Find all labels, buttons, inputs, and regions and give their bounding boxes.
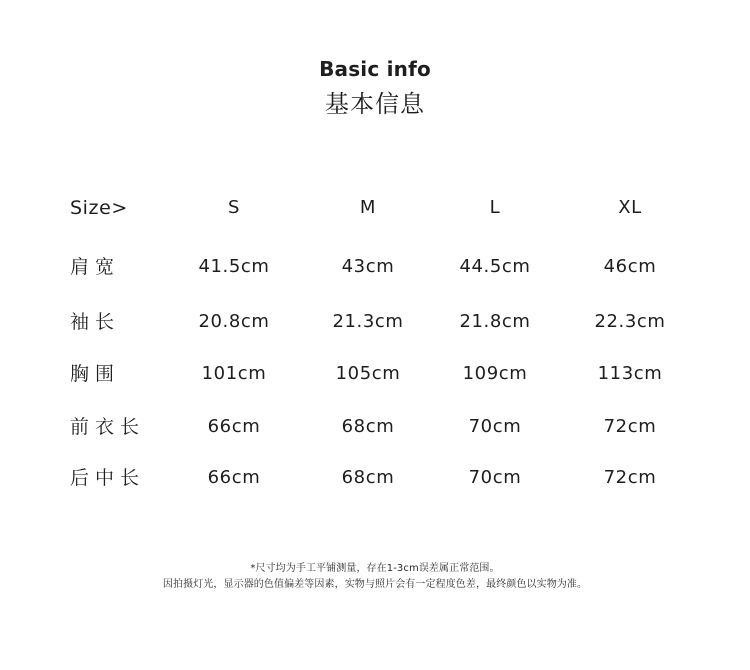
table-cell: 21.3cm [332, 311, 404, 332]
size-header-m: M [359, 197, 377, 218]
table-cell: 109cm [462, 363, 528, 384]
table-cell: 72cm [603, 467, 657, 488]
table-cell: 20.8cm [198, 311, 270, 332]
row-label-shoulder: 肩宽 [70, 256, 121, 278]
size-header-label: Size> [70, 197, 128, 219]
table-cell: 41.5cm [198, 256, 270, 277]
table-cell: 46cm [603, 256, 657, 277]
table-cell: 105cm [335, 363, 401, 384]
measurement-note: *尺寸均为手工平铺测量，存在1-3cm误差属正常范围。 [250, 563, 500, 574]
size-header-xl: XL [618, 197, 642, 218]
table-cell: 70cm [468, 416, 522, 437]
table-cell: 44.5cm [459, 256, 531, 277]
size-header-l: L [489, 197, 501, 218]
table-cell: 68cm [341, 416, 395, 437]
table-cell: 66cm [207, 416, 261, 437]
row-label-front-length: 前衣长 [70, 416, 146, 438]
row-label-chest: 胸围 [70, 363, 121, 385]
color-disclaimer-note: 因拍摄灯光，显示器的色值偏差等因素，实物与照片会有一定程度色差，最终颜色以实物为准。 [162, 579, 588, 590]
table-cell: 21.8cm [459, 311, 531, 332]
row-label-back-length: 后中长 [70, 467, 146, 489]
table-cell: 68cm [341, 467, 395, 488]
table-cell: 66cm [207, 467, 261, 488]
page-title-cn: 基本信息 [325, 90, 425, 118]
size-header-s: S [227, 197, 241, 218]
table-cell: 101cm [201, 363, 267, 384]
table-cell: 113cm [597, 363, 663, 384]
table-cell: 43cm [341, 256, 395, 277]
table-cell: 22.3cm [594, 311, 666, 332]
row-label-sleeve: 袖长 [70, 311, 121, 333]
table-cell: 72cm [603, 416, 657, 437]
table-cell: 70cm [468, 467, 522, 488]
page-title-en: Basic info [319, 57, 431, 81]
